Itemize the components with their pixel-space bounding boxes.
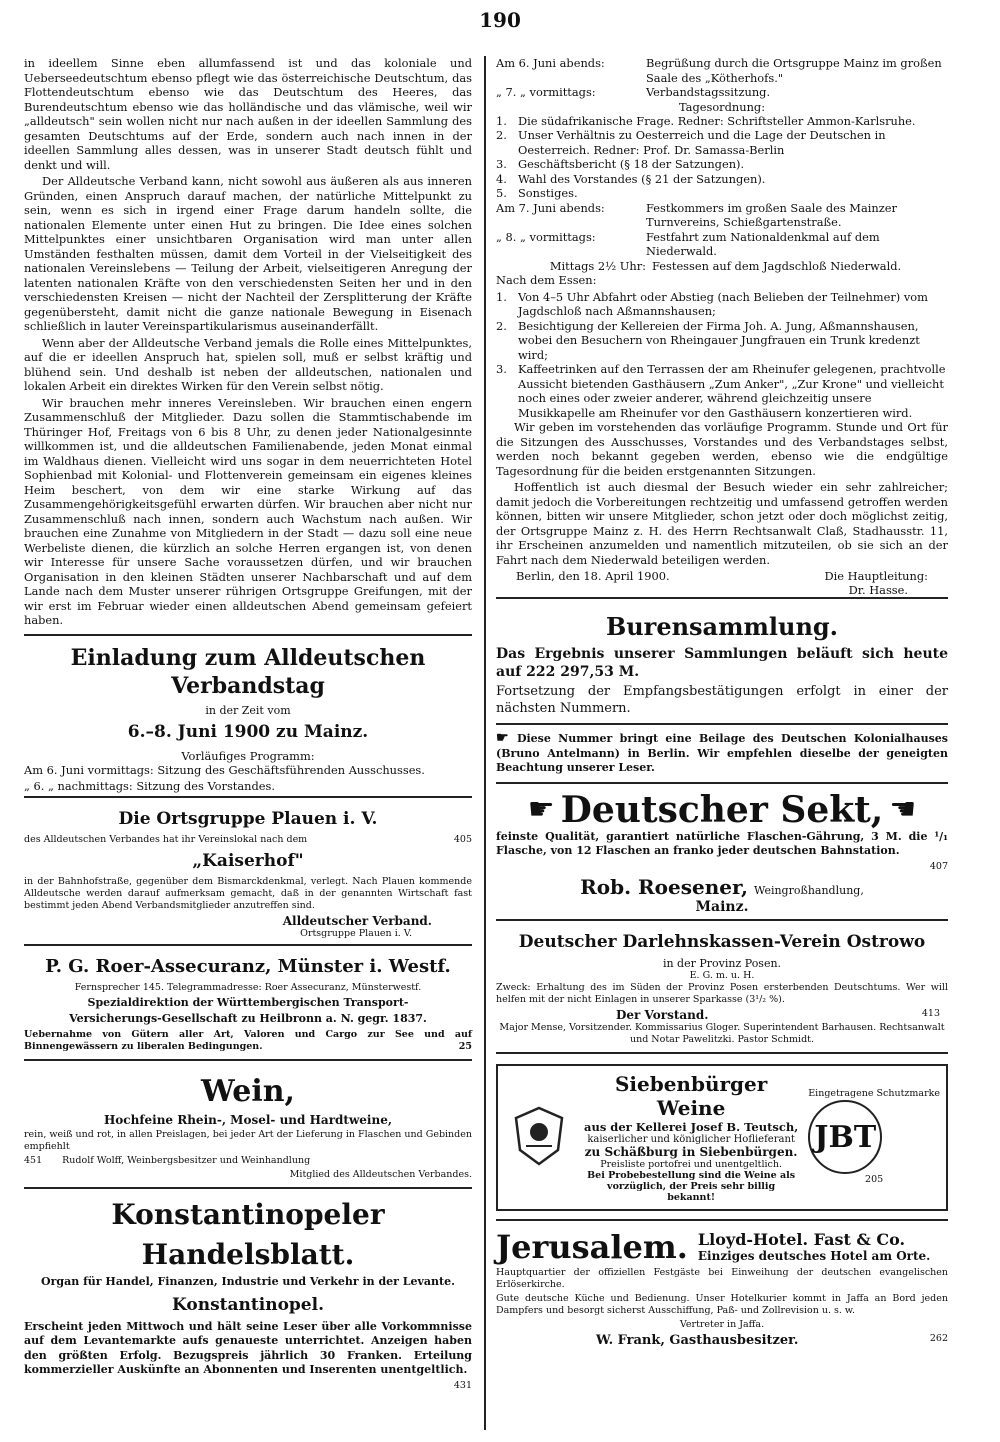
ad-city: Konstantinopel. (172, 1294, 324, 1315)
jerusalem-sign-row (496, 1333, 948, 1348)
ad-ref: 413 (921, 1007, 940, 1019)
signature: Die Hauptleitung: (824, 569, 928, 583)
ad-text: aus der Kellerei Josef B. Teutsch, (584, 1119, 799, 1134)
program-text: Festkommers im großen Saale des Mainzer Turnvereins, Schießgartenstraße. (646, 200, 897, 229)
ad-sekt (496, 782, 948, 919)
paragraph: Wenn aber der Alldeutsche Verband jemals die Rolle eines Mittelpunktes, auf die er ideellen Anspruch hat, spielen soll, muß er selbst kräftig und blühend sein. Und deshalb ist neben der alldeutschen, nationalen und lokalen Arbeit ein direktes Wirken für den Verein selbst nötig. (24, 335, 472, 393)
program-row (496, 230, 948, 259)
buren-text: Fortsetzung der Empfangsbestätigungen erfolgt in einer der nächsten Nummern. (496, 684, 948, 716)
program-row (496, 56, 948, 85)
trademark (808, 1088, 940, 1186)
ad-text: in der Bahnhofstraße, gegenüber dem Bismarckdenkmal, verlegt. Nach Plauen kommende Alldeutsche werden darauf aufmerksam gemacht, daß in der genannten Wirtschaft fast bestimmt jeden Abend Verbandsmitglieder anzutreffen sind. (24, 875, 472, 911)
invitation-dates: 6.–8. Juni 1900 zu Mainz. (127, 721, 369, 742)
sekt-firm (496, 875, 948, 899)
ad-ref: 205 (865, 1174, 884, 1185)
ad-darlehnskassen (496, 919, 948, 1052)
ad-signature: Alldeutscher Verband. (282, 913, 432, 928)
ad-text (24, 834, 472, 846)
ad-text (24, 1155, 472, 1167)
ad-siebenbuerger (496, 1052, 948, 1219)
program-line: Am 6. Juni vormittags: Sitzung des Geschäftsführenden Ausschusses. (24, 762, 425, 777)
ad-signature-sub: Mitglied des Alldeutschen Verbandes. (289, 1169, 472, 1180)
ad-line: des Alldeutschen Verbandes hat ihr Vereinslokal nach dem (24, 833, 308, 845)
ad-ref: 405 (453, 833, 472, 845)
program-row (496, 259, 948, 274)
program-label: Mittags 2½ Uhr: (549, 258, 646, 273)
ad-body (582, 1072, 800, 1203)
ad-text: Hochfeine Rhein-, Mosel- und Hardtweine, (103, 1112, 393, 1127)
program-text: Begrüßung durch die Ortsgruppe Mainz im großen Saale des „Kötherhofs." (646, 56, 942, 85)
ad-line: Uebernahme von Gütern aller Art, Valoren und Cargo zur See und auf Binnengewässern zu liberalen Bedingungen. (24, 1028, 472, 1052)
program-heading: Vorläufiges Programm: (181, 748, 315, 763)
ad-ref: 407 (929, 860, 948, 872)
ad-title: Deutscher Darlehnskassen-Verein Ostrowo (518, 931, 926, 952)
list-item: 2. Besichtigung der Kellereien der Firma Joh. A. Jung, Aßmannshausen, wobei den Besuchern von Rheingauer Jungfrauen ein Trunk kredenzt wird; (496, 318, 920, 362)
program-text: Festessen auf dem Jagdschloß Niederwald. (652, 258, 902, 273)
ad-sub: in der Provinz Posen. (662, 956, 782, 970)
ad-ref: 451 (24, 1155, 43, 1166)
ad-text: Gute deutsche Küche und Bedienung. Unser Hotelkurier kommt in Jaffa an Bord jeden Dampfers und besorgt sicherst Ausschiffung, Paß- und Zollrevision u. s. w. (496, 1292, 948, 1316)
program-line: „ 6. „ nachmittags: Sitzung des Vorstandes. (24, 779, 275, 793)
list-item: 5. Sonstiges. (496, 186, 578, 200)
list-item: 1. Von 4–5 Uhr Abfahrt oder Abstieg (nach Belieben der Teilnehmer) vom Jagdschloß nach Aßmannshausen; (496, 289, 928, 318)
ad-ref: 25 (458, 1040, 472, 1052)
ad-konstantinopel (24, 1187, 472, 1398)
paragraph: Wir brauchen mehr inneres Vereinsleben. Wir brauchen einen engern Zusammenschluß der Mitglieder. Dazu sollen die Stammtischabende im Thüringer Hof, Freitags von 6 bis 8 Uhr, zu denen jeder Nationalgesinnte willkommen ist, und die alldeutschen Familienabende, jeden Monat einmal im Waldhaus dienen. Vielleicht wird uns sogar in dem neuerrichteten Hotel Sophienbad mit Kolonial- und Flottenverein gemeinsam ein eigenes kleines Heim beschert, von dem wir eine starke Wirkung auf das Zusammengehörigkeitsgefühl erwarten dürfen. Wir brauchen aber nicht nur Zusammenschluß nach innen, sondern auch Wachstum nach außen. Wir brauchen eine Zunahme von Mitgliedern in der Stadt — dazu soll eine neue Werbeliste dienen, die kürzlich an solche Herren ergangen ist, von denen wir Interesse für unsere Sache voraussetzen dürfen, und wir brauchen Organisation in den kleinen Städten unserer Nachbarschaft und auf dem Lande nach dem Muster unserer rührigen Ortsgruppe Greifungen, mit der wir erst im Februar wieder einen alldeutschen Abend gemeinsam gefeiert haben. (24, 395, 472, 627)
ad-text: Bei Probebestellung sind die Weine als vorzüglich, der Preis sehr billig bekannt! (587, 1169, 796, 1203)
hotel-name: Lloyd-Hotel. Fast & Co. (697, 1230, 906, 1249)
ad-text: feinste Qualität, garantiert natürliche Flaschen-Gährung, 3 M. die ¹/₁ Flasche, von 12 Flaschen an franko jeder deutschen Bahnstation. (496, 829, 948, 857)
paragraph: Der Alldeutsche Verband kann, nicht sowohl aus äußeren als aus inneren Gründen, einen Anspruch darauf machen, der natürliche Mittelpunkt zu sein, wenn es sich in irgend einer Frage darum handeln sollte, die nationalen Elemente unter einen Hut zu bringen. Die Idee eines solchen Mittelpunktes einer unsichtbaren Organisation wird man unter allen Umständen festhalten müssen, damit dem Vorteil in der Vielseitigkeit des nationalen Vereinslebens — Teilung der Arbeit, vielseitigeren Anregung der latenten nationalen Kräfte von den verschiedensten Seiten her und in den verschiedensten Kreisen — nicht der Nachteil der Zersplitterung der Kräfte gegenübersteht, damit nicht die ganze nationale Bewegung in Eisenach schließlich in lauter Vereinspartikularismus auseinanderfällt. (24, 174, 472, 333)
ad-text: Fernsprecher 145. Telegrammadresse: Roer Assecuranz, Münsterwestf. (74, 981, 422, 993)
ad-text: Spezialdirektion der Württembergischen Transport- (87, 995, 409, 1009)
ad-subtitle: „Kaiserhof" (192, 850, 304, 871)
left-column (24, 56, 472, 1398)
ad-text: kaiserlicher und königlicher Hoflieferant (587, 1133, 795, 1145)
agenda-heading: Tagesordnung: (678, 99, 766, 114)
ad-box (496, 1064, 948, 1211)
column-divider (484, 56, 486, 1430)
list-item: 3. Kaffeetrinken auf den Terrassen der am Rheinufer gelegenen, prachtvolle Aussicht bietenden Gasthäusern „Zum Anker", „Zur Krone" und vielleicht noch eines oder zweier anderer, während gleichzeitig unsere Musikkapelle am Rheinufer vor den Gasthäusern konzertieren wird. (496, 362, 946, 420)
sekt-header (496, 790, 948, 830)
program-row (496, 201, 948, 230)
ad-sub: E. G. m. u. H. (689, 969, 755, 981)
program-label: „ 8. „ vormittags: (496, 229, 596, 244)
ad-signature: Rudolf Wolff, Weinbergsbesitzer und Weinhandlung (62, 1155, 311, 1166)
ad-text: Preisliste portofrei und unentgeltlich. (600, 1158, 782, 1170)
program-text: Festfahrt zum Nationaldenkmal auf dem Niederwald. (646, 229, 880, 258)
paragraph: in ideellem Sinne eben allumfassend ist und das koloniale und Ueberseedeutschtum ebenso pflegt wie das österreichische Deutschtum, das Flottendeutschtum ebenso wie das Deutschtum des Heeres, das Burendeutschtum ebenso wie das holländische und das vlämische, weil wir „alldeutsch" sein wollen nicht nur nach außen in der ideellen Sammlung des gesamten Deutschtums auf der Erde, sondern auch nach innen in der ideellen Sammlung alles dessen, was in unserer Stadt deutsch fühlt und denkt und will. (24, 56, 472, 172)
firm-name: Rob. Roesener, (580, 874, 749, 899)
invitation-title: Einladung zum Alldeutschen Verbandstag (70, 644, 426, 699)
date-signature-row (496, 569, 948, 583)
ad-text: Major Mense, Vorsitzender. Kommissarius Gloger. Superintendent Barhausen. Rechtsanwalt und Notar Pawelitzki. Pastor Schmidt. (499, 1021, 945, 1045)
ad-text: Erscheint jeden Mittwoch und hält seine Leser über alle Vorkommnisse auf dem Levantemarkte aufs genaueste unterrichtet. Anzeigen haben den größten Erfolg. Bezugspreis jährlich 30 Franken. Erteilung kommerzieller Auskünfte an Abonnenten und Inserenten unentgeltlich. (24, 1319, 472, 1376)
ad-text: Organ für Handel, Finanzen, Industrie und Verkehr in der Levante. (41, 1275, 455, 1288)
invitation-sub: in der Zeit vom (205, 703, 291, 717)
ad-title: P. G. Roer-Assecuranz, Münster i. Westf. (45, 955, 451, 977)
ad-text: Zweck: Erhaltung des im Süden der Provinz Posen ersterbenden Deutschtums. Wer will helfen mit der nicht Einlagen in unserer Sparkasse (3¹/₂ %). (496, 981, 948, 1005)
ad-text: zu Schäßburg in Siebenbürgen. (584, 1144, 798, 1159)
ad-ref: 262 (929, 1332, 948, 1344)
program-label: „ 7. „ vormittags: (496, 85, 596, 99)
list-item: 4. Wahl des Vorstandes (§ 21 der Satzungen). (496, 171, 766, 186)
program-row (496, 85, 948, 100)
ad-title: Konstantinopeler Handelsblatt. (111, 1198, 385, 1271)
ad-title: Deutscher Sekt, (560, 788, 884, 831)
list-item: 2. Unser Verhältnis zu Oesterreich und die Lage der Deutschen in Oesterreich. Redner: Prof. Dr. Samassa-Berlin (496, 128, 886, 157)
monogram-icon: JBT (808, 1100, 882, 1174)
date-line: Berlin, den 18. April 1900. (516, 569, 670, 583)
program-label: Am 7. Juni abends: (496, 200, 605, 215)
paragraph: Hoffentlich ist auch diesmal der Besuch wieder ein sehr zahlreicher; damit jedoch die Vorbereitungen rechtzeitig und umfassend getroffen werden können, bitten wir unsere Mitglieder, schon jetzt oder doch möglichst zeitig, der Ortsgruppe Mainz z. H. des Herrn Rechtsanwalt Claß, Stadhausstr. 11, ihr Erscheinen anzumelden und namentlich mitzuteilen, ob sie sich an der Fahrt nach dem Niederwald beteiligen werden. (496, 480, 948, 567)
pointing-hand-icon: ☛ (496, 730, 517, 746)
firm-type: Weingroßhandlung, (754, 883, 864, 897)
program-text: Verbandstagssitzung. (646, 85, 771, 99)
coat-of-arms-icon (504, 1102, 574, 1172)
ad-title: Jerusalem. (496, 1227, 688, 1266)
ad-text: Versicherungs-Gesellschaft zu Heilbronn a. N. gegr. 1837. (69, 1012, 427, 1025)
jerusalem-header (496, 1227, 948, 1267)
paragraph: Wir geben im vorstehenden das vorläufige Programm. Stunde und Ort für die Sitzungen des Ausschusses, Vorstandes und des Verbandstages selbst, werden noch bekannt gegeben werden, ebenso wie die endgültige Tagesordnung für die beiden erstgenannten Sitzungen. (496, 420, 948, 478)
ad-wein (24, 1059, 472, 1188)
ad-jerusalem (496, 1219, 948, 1352)
ad-text (24, 1029, 472, 1053)
after-heading: Nach dem Essen: (496, 273, 597, 287)
firm-city: Mainz. (695, 898, 749, 915)
list-item: 3. Geschäftsbericht (§ 18 der Satzungen). (496, 157, 745, 171)
pointing-hand-left-icon: ☚ (889, 791, 917, 827)
program-label: Am 6. Juni abends: (496, 56, 605, 70)
pointing-hand-right-icon: ☛ (527, 791, 555, 827)
hotel-tagline: Einziges deutsches Hotel am Orte. (697, 1249, 931, 1263)
hotel-block (698, 1230, 930, 1263)
divider (24, 634, 472, 636)
ad-ref: 431 (453, 1379, 472, 1391)
ad-sign-row (496, 1008, 948, 1022)
buren-result: Das Ergebnis unserer Sammlungen beläuft sich heute auf 222 297,53 M. (496, 646, 948, 680)
notice (496, 723, 948, 782)
right-column (496, 56, 948, 1352)
ad-signature: Der Vorstand. (616, 1007, 709, 1022)
ad-signature: W. Frank, Gasthausbesitzer. (596, 1332, 799, 1348)
buren-section (496, 597, 948, 723)
signature-name: Dr. Hasse. (848, 583, 908, 597)
page-number: 190 (479, 8, 521, 32)
trademark-label: Eingetragene Schutzmarke (808, 1088, 940, 1099)
ad-title: Siebenbürger Weine (614, 1071, 768, 1120)
ad-roer (24, 944, 472, 1059)
notice-text: ☛ Diese Nummer bringt eine Beilage des Deutschen Kolonialhauses (Bruno Antelmann) in Berlin. Wir empfehlen dieselbe der geneigten Beachtung unserer Leser. (496, 730, 948, 774)
ad-title: Die Ortsgruppe Plauen i. V. (118, 808, 378, 829)
ad-signature-sub: Ortsgruppe Plauen i. V. (300, 927, 412, 939)
ad-text: Hauptquartier der offiziellen Festgäste bei Einweihung der deutschen evangelischen Erlöserkirche. (496, 1266, 948, 1290)
ad-text: Vertreter in Jaffa. (679, 1318, 765, 1330)
ad-title: Wein, (201, 1073, 295, 1109)
list-item: 1. Die südafrikanische Frage. Redner: Schriftsteller Ammon-Karlsruhe. (496, 113, 916, 128)
ad-text: rein, weiß und rot, in allen Preislagen, bei jeder Art der Lieferung in Flaschen und Gebinden empfiehlt (24, 1129, 472, 1152)
buren-title: Burensammlung. (605, 612, 839, 641)
ad-plauen (24, 796, 472, 944)
